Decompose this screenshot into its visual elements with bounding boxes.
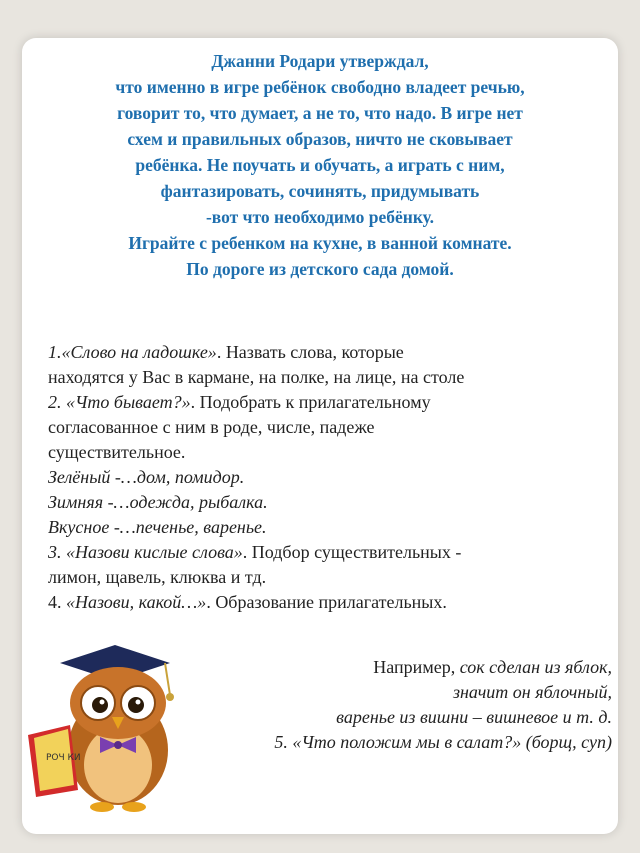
heading-line: что именно в игре ребёнок свободно владеет речью, xyxy=(115,77,525,97)
example-line: Зелёный -…дом, помидор. xyxy=(48,467,245,487)
list-item: 3. «Назови кислые слова». Подбор существительных - xyxy=(48,542,462,562)
book-label: РОЧ КИ xyxy=(46,753,81,763)
heading-line: схем и правильных образов, ничто не сковывает xyxy=(127,129,513,149)
heading-line: говорит то, что думает, а не то, что надо. В игре нет xyxy=(117,103,523,123)
heading-line: Джанни Родари утверждал, xyxy=(211,51,429,71)
list-item: 5. «Что положим мы в салат?» (борщ, суп) xyxy=(274,732,612,752)
games-list xyxy=(48,340,608,615)
list-item: 4. «Назови, какой…». Образование прилагательных. xyxy=(48,592,447,612)
list-item: 2. «Что бывает?». Подобрать к прилагательному xyxy=(48,392,431,412)
owl-with-book-icon xyxy=(20,625,190,815)
list-item-text: находятся у Вас в кармане, на полке, на лице, на столе xyxy=(48,367,465,387)
list-item-text: лимон, щавель, клюква и тд. xyxy=(48,567,267,587)
list-item-text: согласованное с ним в роде, числе, падеже xyxy=(48,417,375,437)
heading-line: ребёнка. Не поучать и обучать, а играть с ним, xyxy=(135,155,505,175)
list-item-text: существительное. xyxy=(48,442,186,462)
example-line: Зимняя -…одежда, рыбалка. xyxy=(48,492,268,512)
heading-line: ‑вот что необходимо ребёнку. xyxy=(205,207,435,227)
heading-block xyxy=(0,48,640,282)
heading-line: По дороге из детского сада домой. xyxy=(186,259,454,279)
heading-line: фантазировать, сочинять, придумывать xyxy=(160,181,480,201)
list-item: 1.«Слово на ладошке». Назвать слова, которые xyxy=(48,342,404,362)
heading-line: Играйте с ребенком на кухне, в ванной комнате. xyxy=(128,233,512,253)
example-line: Вкусное -…печенье, варенье. xyxy=(48,517,267,537)
example-block: Например, сок сделан из яблок, значит он яблочный, варенье из вишни – вишневое и т. д. 5. «Что положим мы в салат?» (борщ, суп) xyxy=(92,655,612,755)
